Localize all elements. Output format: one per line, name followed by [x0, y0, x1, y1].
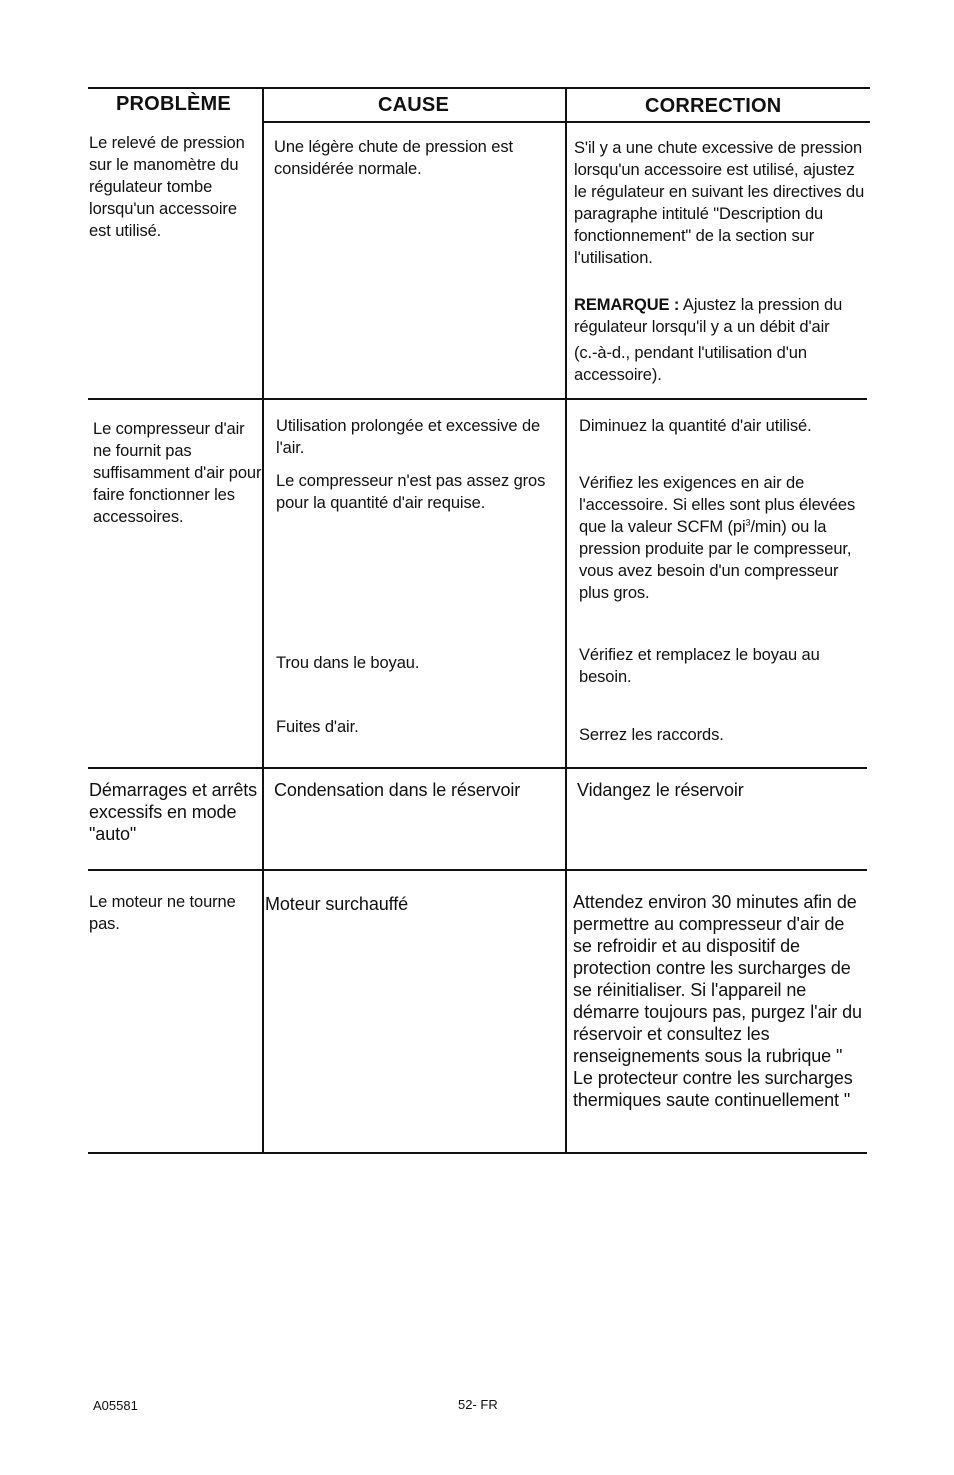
row-3-bottom-rule [88, 869, 867, 871]
header-cause: CAUSE [378, 94, 450, 116]
row-2-cause-4: Fuites d'air. [276, 718, 359, 736]
row-2-correction-2 [579, 472, 867, 604]
row-2-correction-1: Diminuez la quantité d'air utilisé. [579, 417, 812, 435]
remarque-text: Ajustez la pression du régulateur lorsqu'il y a un débit d'air [574, 296, 843, 336]
header-correction: CORRECTION [645, 95, 782, 117]
document-code: A05581 [93, 1398, 138, 1413]
row-1-correction: S'il y a une chute excessive de pression lorsqu'un accessoire est utilisé, ajustez le régulateur en suivant les directives du paragraphe intitulé "Description du fonctionnement" de la section sur l'utilisation. [574, 139, 865, 267]
row-2-correction-4: Serrez les raccords. [579, 726, 724, 744]
row-2-cause-1: Utilisation prolongée et excessive de l'air. [276, 417, 541, 457]
col-divider-2 [565, 88, 567, 1154]
row-2-cause-2: Le compresseur n'est pas assez gros pour la quantité d'air requise. [276, 472, 546, 512]
table-top-rule [88, 87, 870, 89]
row-3-cause: Condensation dans le réservoir [274, 780, 521, 800]
row-1-bottom-rule [88, 398, 867, 400]
header-probleme: PROBLÈME [116, 93, 231, 115]
correction-2-part-a: Vérifiez les exigences en air de l'accessoire. Si elles sont plus élevées que la valeur SCFM (pi [579, 474, 856, 536]
remarque-label: REMARQUE : [574, 296, 680, 314]
row-3-probleme: Démarrages et arrêts excessifs en mode "auto" [89, 780, 258, 844]
row-2-probleme: Le compresseur d'air ne fournit pas suffisamment d'air pour faire fonctionner les accessoires. [93, 420, 262, 526]
row-1-remarque-cont: (c.-à-d., pendant l'utilisation d'un accessoire). [574, 344, 807, 384]
row-1-probleme: Le relevé de pression sur le manomètre du régulateur tombe lorsqu'un accessoire est utilisé. [89, 134, 245, 240]
row-1-remarque [574, 294, 869, 338]
row-4-correction: Attendez environ 30 minutes afin de permettre au compresseur d'air de se refroidir et au dispositif de protection contre les surcharges de se réinitialiser. Si l'appareil ne démarre toujours pas, purgez l'air du réservoir et consultez les renseignements sous la rubrique " Le protecteur contre les surcharges thermiques saute continuellement " [573, 892, 862, 1110]
cube-superscript: 3 [745, 517, 751, 528]
table-bottom-rule [88, 1152, 867, 1154]
correction-2-part-b: /min) ou la pression produite par le compresseur, vous avez besoin d'un compresseur plus gros. [579, 518, 852, 602]
row-2-cause-3: Trou dans le boyau. [276, 654, 420, 672]
row-4-cause: Moteur surchauffé [265, 894, 409, 914]
page-number: 52- FR [458, 1397, 498, 1412]
col-divider-1 [262, 88, 264, 1154]
row-2-bottom-rule [88, 767, 867, 769]
row-4-probleme: Le moteur ne tourne pas. [89, 893, 236, 933]
row-2-correction-3: Vérifiez et remplacez le boyau au besoin. [579, 646, 820, 686]
row-1-cause: Une légère chute de pression est considérée normale. [274, 138, 513, 178]
row-3-correction: Vidangez le réservoir [577, 780, 744, 800]
